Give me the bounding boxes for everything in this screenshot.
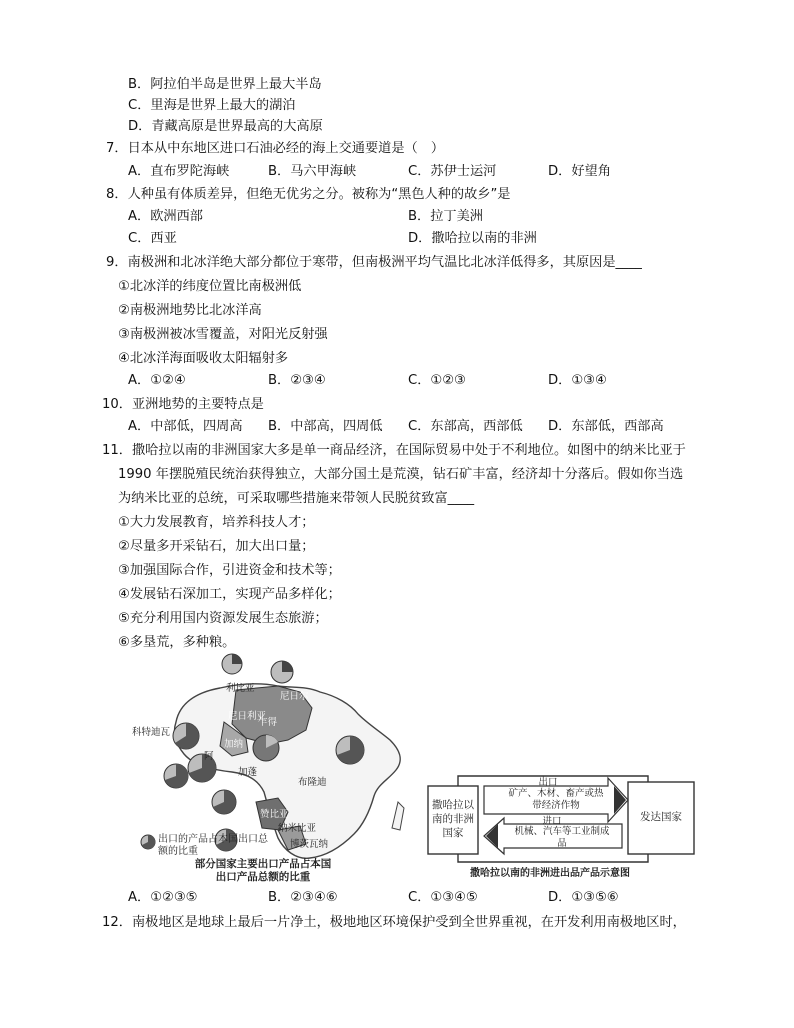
map-label-ab: 阿 xyxy=(204,751,214,762)
q11-figure xyxy=(128,652,704,884)
pie-gabon xyxy=(212,790,236,814)
pie-west-1 xyxy=(173,723,199,749)
map-label-namibia: 纳米比亚 xyxy=(278,823,317,834)
import-label: 进口 xyxy=(542,816,562,827)
q8-option-d: D．撒哈拉以南的非洲 xyxy=(408,231,537,246)
q11-option-b: B．②③④⑥ xyxy=(268,890,338,905)
map-label-libya: 利比亚 xyxy=(226,683,255,694)
q7-option-d: D．好望角 xyxy=(548,164,611,179)
developed-box-label: 发达国家 xyxy=(640,811,682,823)
pie-burundi xyxy=(336,736,364,764)
q11-stem-line1: 11．撒哈拉以南的非洲国家大多是单一商品经济，在国际贸易中处于不利地位。如图中的纳米比亚于 xyxy=(102,443,686,458)
pie-libya xyxy=(222,654,242,674)
q11-option-c: C．①③④⑤ xyxy=(408,890,478,905)
africa-box-label: 撒哈拉以南的非洲国家 xyxy=(432,799,474,839)
q10-option-d: D．东部低，西部高 xyxy=(548,419,664,434)
map-label-chad: 乍得 xyxy=(258,717,278,728)
q8-option-b: B．拉丁美洲 xyxy=(408,209,483,224)
map-caption-line2: 出口产品总额的比重 xyxy=(215,871,311,883)
q9-stem: 9．南极洲和北冰洋绝大部分都位于寒带，但南极洲平均气温比北冰洋低得多，其原因是____ xyxy=(106,255,642,270)
q10-option-c: C．东部高，西部低 xyxy=(408,419,523,434)
q9-option-d: D．①③④ xyxy=(548,373,607,388)
q7-stem: 7．日本从中东地区进口石油必经的海上交通要道是（ ） xyxy=(106,141,445,156)
q6-option-b: B．阿拉伯半岛是世界上最大半岛 xyxy=(128,77,322,92)
q11-statement-4: ④发展钻石深加工，实现产品多样化； xyxy=(118,587,341,602)
map-label-zambia: 赞比亚 xyxy=(260,809,289,820)
map-label-niger: 尼日尔 xyxy=(280,691,309,702)
q8-option-c: C．西亚 xyxy=(128,231,177,246)
q9-option-c: C．①②③ xyxy=(408,373,466,388)
q7-option-b: B．马六甲海峡 xyxy=(268,164,357,179)
q11-stem-line2: 1990 年摆脱殖民统治获得独立，大部分国土是荒漠，钻石矿丰富，经济却十分落后。假如你当选 xyxy=(118,467,684,482)
trade-diagram-caption: 撒哈拉以南的非洲进出品产品示意图 xyxy=(470,868,630,879)
map-label-nigeria: 尼日利亚 xyxy=(228,711,267,722)
q10-stem: 10．亚洲地势的主要特点是 xyxy=(102,397,264,412)
map-label-ghana: 加纳 xyxy=(224,739,244,750)
q11-stem-line3: 为纳米比亚的总统，可采取哪些措施来带领人民脱贫致富____ xyxy=(118,491,475,506)
pie-west-2 xyxy=(164,764,188,788)
q8-option-a: A．欧洲西部 xyxy=(128,209,203,224)
q9-statement-2: ②南极洲地势比北冰洋高 xyxy=(118,303,262,318)
export-goods-label: 矿产、木材、畜产或热带经济作物 xyxy=(508,788,604,811)
import-goods-label: 机械、汽车等工业制成品 xyxy=(514,826,610,849)
q11-statement-3: ③加强国际合作，引进资金和技术等； xyxy=(118,563,341,578)
q10-option-a: A．中部低，四周高 xyxy=(128,419,243,434)
q9-statement-4: ④北冰洋海面吸收太阳辐射多 xyxy=(118,351,289,366)
q7-option-c: C．苏伊士运河 xyxy=(408,164,497,179)
q10-option-b: B．中部高，四周低 xyxy=(268,419,383,434)
q11-statement-5: ⑤充分利用国内资源发展生态旅游； xyxy=(118,611,328,626)
map-label-burundi: 布隆迪 xyxy=(298,777,327,788)
q8-stem: 8．人种虽有体质差异，但绝无优劣之分。被称为“黑色人种的故乡”是 xyxy=(106,187,511,202)
map-label-ivory: 科特迪瓦 xyxy=(132,727,171,738)
q9-option-a: A．①②④ xyxy=(128,373,186,388)
q9-statement-3: ③南极洲被冰雪覆盖，对阳光反射强 xyxy=(118,327,328,342)
map-caption-line1: 部分国家主要出口产品占本国 xyxy=(194,858,332,870)
map-label-botswana: 博茨瓦纳 xyxy=(290,839,329,850)
map-label-gabon: 加蓬 xyxy=(238,767,258,778)
q11-option-a: A．①②③⑤ xyxy=(128,890,198,905)
map-legend-text: 出口的产品占本国出口总额的比重 xyxy=(158,834,268,857)
q9-option-b: B．②③④ xyxy=(268,373,326,388)
q11-option-d: D．①③⑤⑥ xyxy=(548,890,619,905)
q6-option-d: D．青藏高原是世界最高的大高原 xyxy=(128,119,323,134)
q12-stem: 12．南极地区是地球上最后一片净土，极地地区环境保护受到全世界重视，在开发利用南极地区时， xyxy=(102,915,686,930)
q11-statement-6: ⑥多垦荒，多种粮。 xyxy=(118,635,236,650)
q7-option-a: A．直布罗陀海峡 xyxy=(128,164,230,179)
q9-statement-1: ①北冰洋的纬度位置比南极洲低 xyxy=(118,279,302,294)
q11-statement-2: ②尽量多开采钻石，加大出口量； xyxy=(118,539,315,554)
pie-top-right xyxy=(271,661,293,683)
export-label: 出口 xyxy=(538,777,558,788)
q11-statement-1: ①大力发展教育，培养科技人才； xyxy=(118,515,315,530)
q6-option-c: C．里海是世界上最大的湖泊 xyxy=(128,98,296,113)
pie-central xyxy=(253,735,279,761)
legend-pie-icon xyxy=(141,835,155,849)
